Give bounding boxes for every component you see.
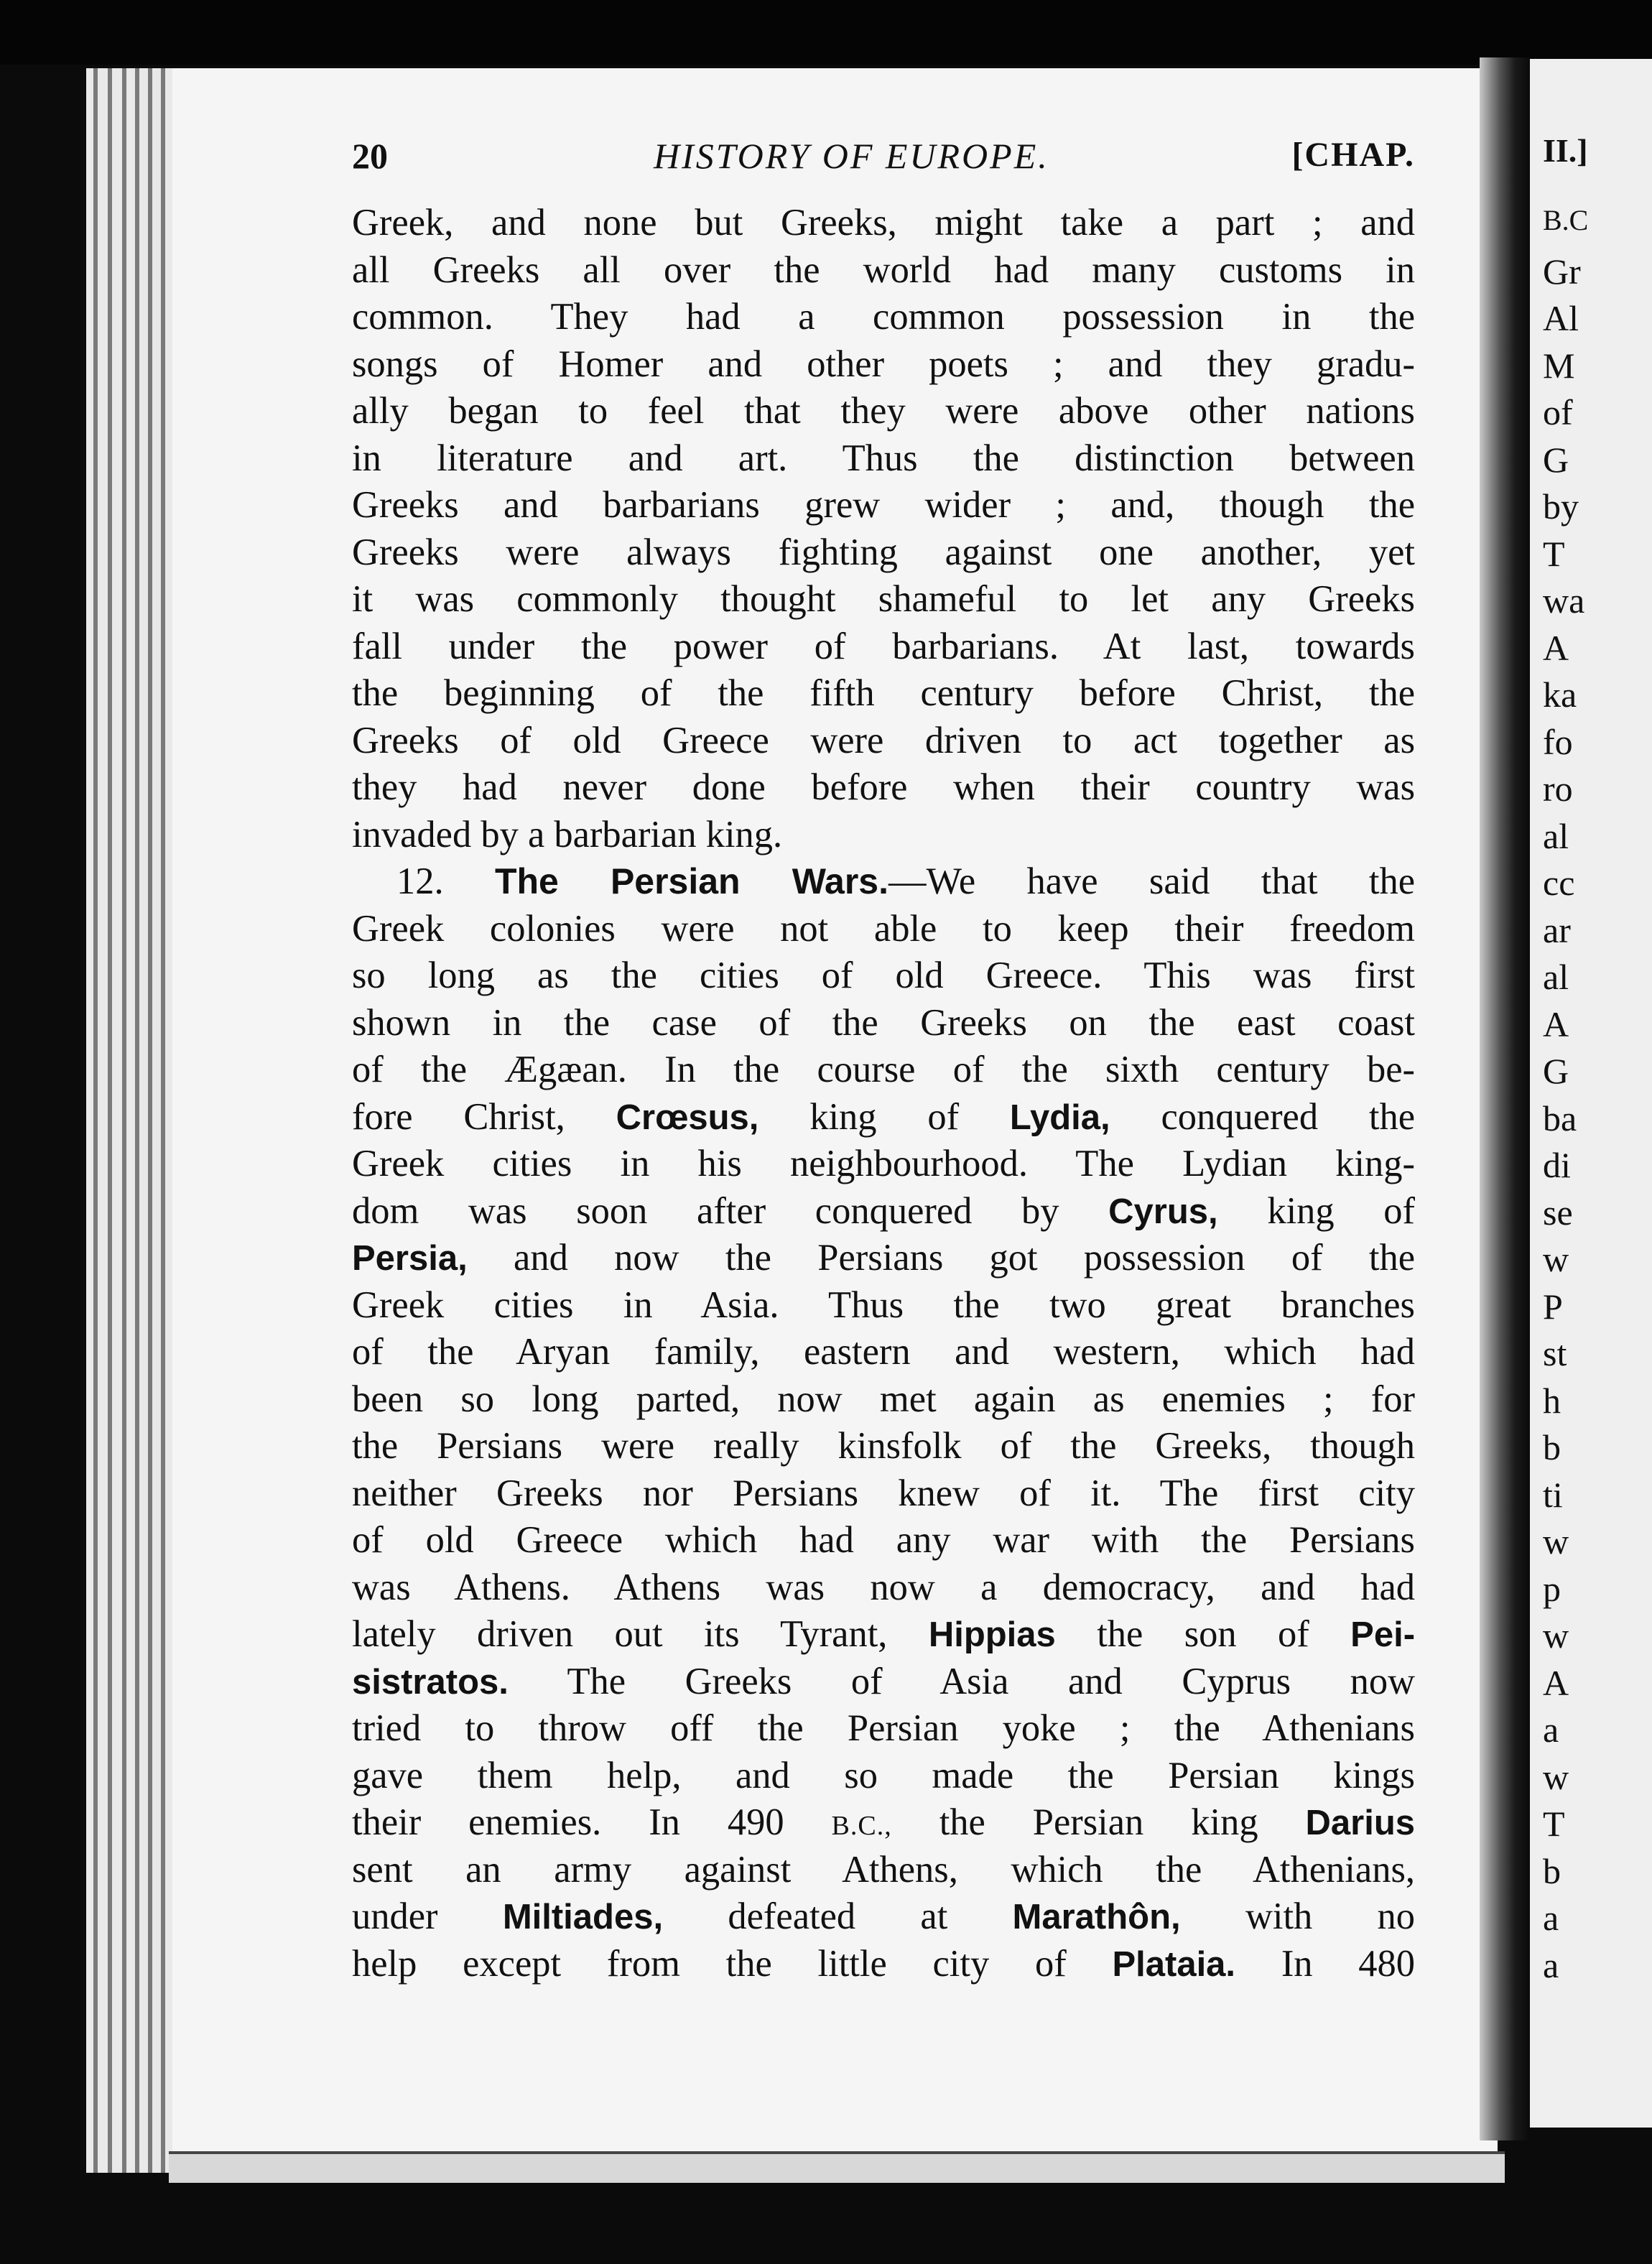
facing-page-line: a <box>1543 1709 1559 1750</box>
proper-name: Cyrus, <box>1108 1192 1218 1231</box>
text-fragment: lately driven out its Tyrant, <box>352 1613 888 1655</box>
facing-page-line: cc <box>1543 863 1575 903</box>
facing-page-fragment <box>1530 59 1652 2128</box>
text-line: of the Ægæan. In the course of the sixth century be- <box>352 1049 1415 1090</box>
text-fragment: with no <box>1245 1896 1416 1937</box>
text-line: Greek cities in his neighbourhood. The Lydian king- <box>352 1143 1415 1184</box>
proper-name: Persia, <box>352 1239 468 1278</box>
facing-page-line: st <box>1543 1333 1567 1373</box>
text-line: tried to throw off the Persian yoke ; the Athenians <box>352 1707 1415 1749</box>
text-line: the beginning of the fifth century before Christ, the <box>352 672 1415 714</box>
facing-page-line: se <box>1543 1192 1573 1233</box>
facing-page-line: h <box>1543 1380 1561 1421</box>
text-line: all Greeks all over the world had many customs in <box>352 249 1415 291</box>
text-fragment: defeated at <box>728 1896 948 1937</box>
facing-page-line: B.C <box>1543 204 1589 236</box>
text-line: of the Aryan family, eastern and western, which had <box>352 1331 1415 1373</box>
page-header <box>352 135 1415 178</box>
text-line: been so long parted, now met again as enemies ; for <box>352 1378 1415 1420</box>
text-line: Greek, and none but Greeks, might take a part ; and <box>352 202 1415 243</box>
text-line: Greek colonies were not able to keep their freedom <box>352 907 1415 950</box>
facing-page-line: M <box>1543 345 1575 386</box>
text-line: in literature and art. Thus the distinction between <box>352 437 1415 479</box>
text-fragment: The Greeks of Asia and Cyprus now <box>567 1660 1415 1702</box>
facing-page-line: ba <box>1543 1098 1577 1138</box>
text-fragment: under <box>352 1896 438 1937</box>
proper-name: Marathôn, <box>1012 1898 1181 1936</box>
text-fragment: the son of <box>1097 1613 1309 1655</box>
text-fragment: and now the Persians got possession of the <box>514 1237 1416 1279</box>
text-line: they had never done before when their country was <box>352 766 1415 808</box>
text-line: was Athens. Athens was now a democracy, and had <box>352 1566 1415 1608</box>
text-line: common. They had a common possession in the <box>352 296 1415 338</box>
text-fragment: the Persian king <box>939 1801 1258 1843</box>
proper-name: sistratos. <box>352 1662 509 1702</box>
scan-background <box>0 0 1652 65</box>
text-line: so long as the cities of old Greece. This was first <box>352 955 1415 996</box>
facing-page-line: ti <box>1543 1474 1563 1515</box>
text-line: Greeks were always fighting against one another, yet <box>352 531 1415 573</box>
facing-page-line: A <box>1543 1662 1569 1703</box>
text-line: gave them help, and so made the Persian kings <box>352 1754 1415 1796</box>
facing-page-line: wa <box>1543 580 1585 621</box>
text-line: Greeks and barbarians grew wider ; and, though the <box>352 484 1415 526</box>
text-fragment: their enemies. In 490 <box>352 1801 784 1843</box>
facing-page-line: ar <box>1543 909 1571 950</box>
text-fragment: king of <box>1267 1189 1415 1232</box>
facing-page-line: ka <box>1543 674 1577 715</box>
section-number: 12. <box>396 860 444 902</box>
facing-page-line: ro <box>1543 769 1573 809</box>
facing-page-line: by <box>1543 486 1579 526</box>
book-gutter <box>1480 57 1530 2140</box>
facing-page-line: G <box>1543 1051 1569 1091</box>
text-fragment: fore Christ, <box>352 1095 565 1138</box>
facing-page-line: Gr <box>1543 251 1581 292</box>
facing-page-line: al <box>1543 815 1569 856</box>
text-line: ally began to feel that they were above other nations <box>352 390 1415 432</box>
facing-page-line: A <box>1543 1003 1569 1044</box>
proper-name: Miltiades, <box>502 1898 664 1936</box>
text-line: sent an army against Athens, which the Athenians, <box>352 1848 1415 1890</box>
text-line <box>352 1893 1415 1941</box>
proper-name: Plataia. <box>1112 1944 1236 1984</box>
facing-page-line: w <box>1543 1239 1569 1279</box>
facing-page-header: II.] <box>1543 132 1588 169</box>
page-number: 20 <box>352 136 388 176</box>
facing-page-line: al <box>1543 957 1569 997</box>
facing-page-line: b <box>1543 1850 1561 1891</box>
facing-page-line: A <box>1543 627 1569 668</box>
proper-name: Darius <box>1305 1804 1416 1842</box>
text-line: fall under the power of barbarians. At last, towards <box>352 625 1415 667</box>
text-line: shown in the case of the Greeks on the east coast <box>352 1001 1415 1044</box>
facing-page-line: di <box>1543 1145 1571 1185</box>
facing-page-line: fo <box>1543 721 1573 762</box>
text-fragment: In 480 <box>1281 1942 1416 1985</box>
proper-name: Pei- <box>1350 1615 1416 1654</box>
text-fragment: dom was soon after conquered by <box>352 1189 1059 1232</box>
text-fragment: conquered the <box>1161 1095 1416 1138</box>
text-line <box>352 1799 1415 1847</box>
page-bottom-edge <box>169 2151 1505 2183</box>
text-line: the Persians were really kinsfolk of the Greeks, though <box>352 1425 1415 1467</box>
text-line: invaded by a barbarian king. <box>352 813 783 855</box>
text-fragment: king of <box>809 1095 960 1138</box>
facing-page-line: w <box>1543 1521 1569 1562</box>
text-line: Greeks of old Greece were driven to act together as <box>352 719 1415 761</box>
text-line <box>352 1188 1415 1235</box>
text-line: neither Greeks nor Persians knew of it. The first city <box>352 1472 1415 1514</box>
facing-page-line: of <box>1543 392 1573 432</box>
body-text <box>352 200 1415 1987</box>
facing-page-line: Al <box>1543 298 1579 338</box>
facing-page-line: a <box>1543 1898 1559 1938</box>
chapter-mark: [CHAP. <box>1291 136 1415 174</box>
proper-name: Lydia, <box>1009 1098 1110 1137</box>
text-line: of old Greece which had any war with the Persians <box>352 1519 1415 1561</box>
era-abbreviation: B.C., <box>831 1811 892 1841</box>
facing-page-line: T <box>1543 1804 1565 1844</box>
facing-page-line: p <box>1543 1568 1561 1609</box>
text-line <box>352 1235 1415 1282</box>
facing-page-line: T <box>1543 533 1565 574</box>
text-line <box>352 1658 1415 1706</box>
text-line <box>352 1094 1415 1141</box>
facing-page-line: w <box>1543 1756 1569 1797</box>
text-line <box>352 1611 1415 1658</box>
text-fragment: help except from the little city of <box>352 1942 1067 1985</box>
facing-page-line: P <box>1543 1286 1563 1327</box>
facing-page-line: a <box>1543 1944 1559 1985</box>
proper-name: Crœsus, <box>616 1098 759 1137</box>
facing-page-line: w <box>1543 1615 1569 1656</box>
text-line <box>352 1941 1415 1988</box>
facing-page-line: b <box>1543 1427 1561 1467</box>
text-line: songs of Homer and other poets ; and they gradu- <box>352 343 1415 385</box>
text-line: Greek cities in Asia. Thus the two great branches <box>352 1284 1415 1326</box>
running-head: HISTORY OF EUROPE. <box>654 136 1049 176</box>
facing-page-line: G <box>1543 439 1569 480</box>
text-fragment: —We have said that the <box>888 860 1415 902</box>
text-line: it was commonly thought shameful to let any Greeks <box>352 578 1415 620</box>
proper-name: Hippias <box>928 1615 1056 1654</box>
section-heading: The Persian Wars. <box>494 861 888 901</box>
section-heading-line <box>352 858 1415 906</box>
